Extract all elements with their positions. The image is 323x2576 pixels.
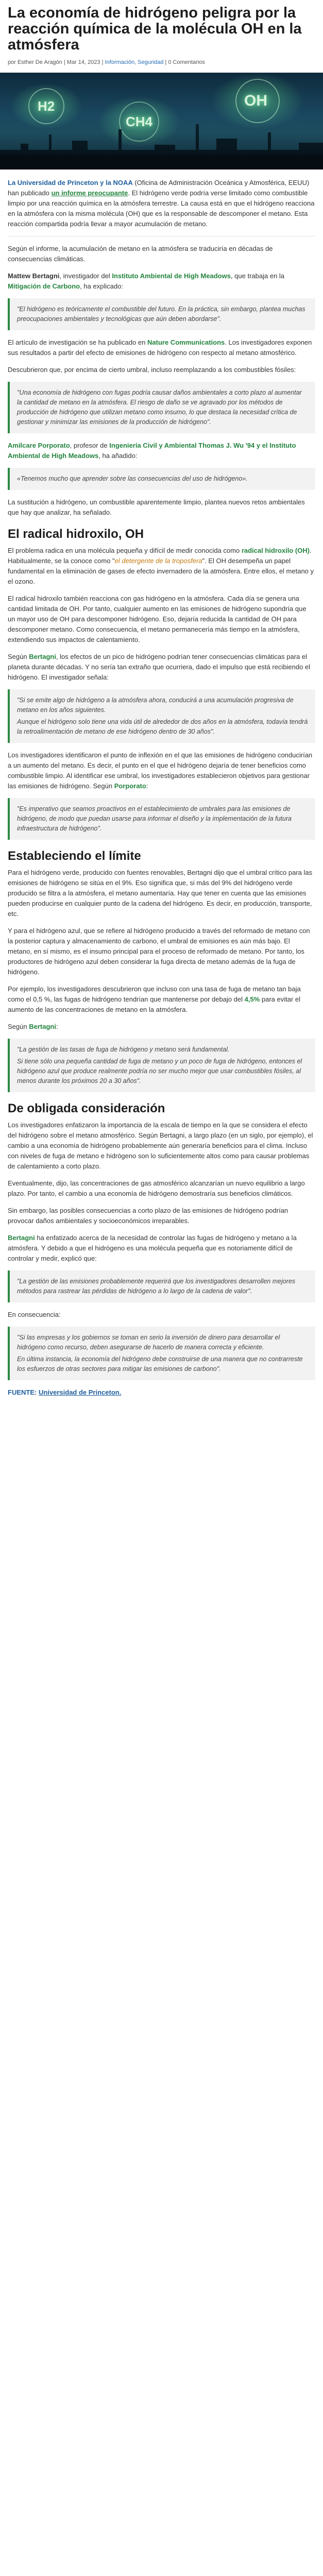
meta-separator: | xyxy=(63,59,67,65)
text-span: ha enfatizado acerca de la necesidad de controlar las fugas de hidrógeno y metano a la atmósfera. Y debido a que el hidrógeno es una molécula pequeña que es notoriamente difícil de controlar y medir, explicó que: xyxy=(8,1234,297,1262)
quote-text: "El hidrógeno es teóricamente el combustible del futuro. En la práctica, sin embargo, plantea muchas preocupaciones ambientales y tecnológicas que aún deben abordarse". xyxy=(17,306,305,323)
ch4-label: CH4 xyxy=(126,114,153,129)
text-span: , investigador del xyxy=(59,272,112,280)
blockquote xyxy=(8,1327,315,1380)
quote-text: Si tiene sólo una pequeña cantidad de fuga de metano y un poco de fuga de hidrógeno, entonces el hidrógeno azul que produce realmente podría no ser mucho mejor que usar combustibles fósiles, al menos durante los próximos 20 a 30 años". xyxy=(17,1058,302,1084)
section-heading: Estableciendo el límite xyxy=(8,849,141,863)
blockquote xyxy=(8,1039,315,1092)
blockquote xyxy=(8,689,315,743)
term-highlight: el detergente de la troposfera xyxy=(114,557,202,565)
paragraph: Los investigadores enfatizaron la importancia de la escala de tiempo en la que se considera el efecto del hidrógeno sobre el metano atmosférico. Según Bertagni, a largo plazo (en un siglo, por ejemplo), el cambio a una economía de hidrógeno probablemente aún generaría beneficios para el clima. Incluso con niveles de fuga de metano e hidrógeno son lo suficientemente altos como para causar problemas de calentamiento a corto plazo. xyxy=(8,1121,313,1170)
text-span: Según xyxy=(8,1023,29,1030)
blockquote xyxy=(8,298,315,330)
journal-link[interactable]: Nature Communications xyxy=(147,338,225,346)
person-highlight: Porporato xyxy=(114,782,146,790)
quote-text: "La gestión de las tasas de fuga de hidrógeno y metano será fundamental. xyxy=(17,1046,230,1053)
section-heading: De obligada consideración xyxy=(8,1101,165,1115)
paragraph: Sin embargo, las posibles consecuencias a corto plazo de las emisiones de hidrógeno podrían provocar daños ambientales y socioeconómicos irreparables. xyxy=(8,1207,288,1225)
meta-separator: | xyxy=(165,59,168,65)
text-span: . Los investigadores exponen sus resultados a partir del efecto de emisiones de hidrógeno con respecto al metano atmosférico. xyxy=(8,338,312,357)
paragraph xyxy=(8,1233,315,1264)
article-header xyxy=(0,0,323,66)
paragraph xyxy=(8,271,315,292)
article-body xyxy=(0,178,323,1415)
text-span: : xyxy=(56,1023,58,1030)
author-line[interactable]: por Esther De Aragón xyxy=(8,59,62,65)
paragraph: Según el informe, la acumulación de metano en la atmósfera se traduciría en décadas de consecuencias climáticas. xyxy=(8,245,273,263)
comments-link[interactable]: 0 Comentarios xyxy=(168,59,205,65)
source-link[interactable]: Universidad de Princeton. xyxy=(38,1388,122,1396)
h2-label: H2 xyxy=(38,98,55,114)
person-highlight: Bertagni xyxy=(29,653,56,660)
paragraph xyxy=(8,1022,315,1032)
text-span: El artículo de investigación se ha publicado en xyxy=(8,338,148,346)
text-span: El problema radica en una molécula pequeña y difícil de medir conocida como xyxy=(8,547,242,554)
section-heading: El radical hidroxilo, OH xyxy=(8,527,144,541)
program-link[interactable]: Mitigación de Carbono xyxy=(8,282,80,290)
blockquote xyxy=(8,1270,315,1302)
quote-text: "Es imperativo que seamos proactivos en el establecimiento de umbrales para las emisiones de hidrógeno, de modo que puedan usarse para informar el diseño y la implementación de la futura infraestructura de hidrógeno". xyxy=(17,805,292,832)
text-span: Por ejemplo, los investigadores descubrieron que incluso con una tasa de fuga de metano tan baja como el 0,5 %, las fugas de hidrógeno tendrían que mantenerse por debajo del xyxy=(8,985,301,1003)
paragraph xyxy=(8,750,315,791)
text-span: Los investigadores identificaron el punto de inflexión en el que las emisiones de hidrógeno conducirían a un aumento del metano. Es decir, el punto en el que el hidrógeno dejaría de tener beneficios como combustible limpio. Al identificar ese umbral, los investigadores establecieron objetivos para gestionar las emisiones de hidrógeno. Según xyxy=(8,751,313,790)
quote-text: "Si las empresas y los gobiernos se toman en serio la inversión de dinero para desarrollar el hidrógeno como recurso, deben asegurarse de hacerlo de manera correcta y eficiente. xyxy=(17,1334,280,1351)
paragraph xyxy=(8,440,315,461)
category-links[interactable]: Información, Seguridad xyxy=(105,59,164,65)
paragraph: Descubrieron que, por encima de cierto umbral, incluso reemplazando a los combustibles fósiles: xyxy=(8,366,296,374)
blockquote xyxy=(8,798,315,840)
source-line xyxy=(8,1387,315,1398)
text-span: ". El OH desempeña un papel fundamental en la eliminación de gases de efecto invernadero de la atmósfera. Entre ellos, el metano y el ozono. xyxy=(8,557,314,585)
oh-label: OH xyxy=(244,92,267,109)
hero-illustration xyxy=(0,73,323,170)
paragraph: Eventualmente, dijo, las concentraciones de gas atmosférico alcanzarían un nuevo equilibrio a largo plazo. Por tanto, el cambio a una economía de hidrógeno demostraría sus beneficios climáticos. xyxy=(8,1179,305,1197)
org-highlight: La Universidad de Princeton y la NOAA xyxy=(8,179,133,187)
text-span: , profesor de xyxy=(70,442,110,449)
paragraph xyxy=(8,337,315,358)
article-meta xyxy=(8,58,315,66)
paragraph xyxy=(8,652,315,683)
paragraph: El radical hidroxilo también reacciona con gas hidrógeno en la atmósfera. Cada día se genera una cantidad limitada de OH. Por tanto, cualquier aumento en las emisiones de hidrógeno supondría que un mayor uso de OH para descomponer hidrógeno. Eso, dejaría reducida la cantidad de OH para descomponer metano. Como consecuencia, el metano permanecería más tiempo en la atmósfera, extendiendo sus impactos de calentamiento. xyxy=(8,595,307,643)
paragraph xyxy=(8,546,315,587)
text-span: , los efectos de un pico de hidrógeno podrían tener consecuencias climáticas para el planeta durante décadas. Y no sería tan extraño que ocurriera, dado el impulso que está recibiendo el hidrógeno. El investigador señala: xyxy=(8,653,311,681)
text-span: (Oficina de Administración Oceánica y Atmosférica, EEUU) han publicado xyxy=(8,179,310,197)
person-highlight: Bertagni xyxy=(8,1234,35,1242)
text-span: . El hidrógeno verde podría verse limitado como combustible limpio por una reacción química en la atmósfera terrestre. La causa está en que el hidrógeno reacciona en la atmósfera con la misma molécula (OH) que es la responsable de descomponer el metano. Esta reacción compartida podría llevar a mayor acumulación de metano. xyxy=(8,189,315,228)
source-label: FUENTE: xyxy=(8,1388,39,1396)
term-highlight: radical hidroxilo (OH) xyxy=(241,547,310,554)
article-title: La economía de hidrógeno peligra por la reacción química de la molécula OH en la atmósfera xyxy=(8,5,302,53)
blockquote xyxy=(8,382,315,433)
text-span: , que trabaja en la xyxy=(230,272,285,280)
figure-highlight: 4,5% xyxy=(244,995,260,1003)
institute-link[interactable]: Instituto Ambiental de High Meadows xyxy=(112,272,231,280)
paragraph xyxy=(8,984,315,1015)
paragraph: Y para el hidrógeno azul, que se refiere al hidrógeno producido a través del reformado de metano con la posterior captura y almacenamiento de carbono, el umbral de emisiones es aún más bajo. El metano, en sí mismo, es el insumo principal para el proceso de reformado de metano. Por tanto, los productores de hidrógeno azul deben considerar la fuga directa de metano además de la fuga de hidrógeno. xyxy=(8,927,310,976)
text-span: para evitar el aumento de las concentraciones de metano en la atmósfera. xyxy=(8,995,301,1013)
quote-text: "Una economía de hidrógeno con fugas podría causar daños ambientales a corto plazo al aumentar la cantidad de metano en la atmósfera. El riesgo de daño se ve agravado por los métodos de producción de hidrógeno que utilizan metano como insumo, lo que destaca la necesidad crítica de gestionar y minimizar las emisiones de la producción de hidrógeno". xyxy=(17,389,302,426)
text-span: . Habitualmente, se la conoce como " xyxy=(8,547,312,565)
paragraph xyxy=(8,178,315,229)
department-link[interactable]: Ingeniería Civil y Ambiental Thomas J. Wu '94 y el Instituto Ambiental de High Meadows xyxy=(8,442,296,460)
paragraph: La sustitución a hidrógeno, un combustible aparentemente limpio, plantea nuevos retos ambientales que hay que analizar, ha señalado. xyxy=(8,498,305,516)
paragraph: Para el hidrógeno verde, producido con fuentes renovables, Bertagni dijo que el umbral crítico para las emisiones de hidrógeno se sitúa en el 9%. Eso significa que, si más del 9% del hidrógeno verde producido se filtra a la atmósfera, el metano aumentaría. Hay que tener en cuenta que las emisiones pueden producirse en cualquier punto de la cadena del hidrógeno. Es decir, en producción, transporte, etc. xyxy=(8,869,313,918)
publish-date: Mar 14, 2023 xyxy=(66,59,100,65)
person-link[interactable]: Amilcare Porporato xyxy=(8,442,70,449)
quote-text: "Si se emite algo de hidrógeno a la atmósfera ahora, conducirá a una acumulación progresiva de metano en los años siguientes. xyxy=(17,697,294,714)
paragraph: En consecuencia: xyxy=(8,1311,61,1318)
meta-separator: | xyxy=(101,59,105,65)
report-link[interactable]: un informe preocupante xyxy=(51,189,128,197)
person-name: Mattew Bertagni xyxy=(8,272,60,280)
quote-text: «Tenemos mucho que aprender sobre las consecuencias del uso de hidrógeno». xyxy=(17,475,248,482)
blockquote xyxy=(8,468,315,490)
text-span: , ha añadido: xyxy=(98,452,138,460)
quote-text: Aunque el hidrógeno solo tiene una vida útil de alrededor de dos años en la atmósfera, todavía tendrá la retroalimentación de metano de ese hidrógeno dentro de 30 años". xyxy=(17,718,308,735)
quote-text: "La gestión de las emisiones probablemente requerirá que los investigadores desarrollen mejores métodos para rastrear las pérdidas de hidrógeno a lo largo de la cadena de valor". xyxy=(17,1278,296,1295)
text-span: : xyxy=(146,782,148,790)
text-span: Según xyxy=(8,653,29,660)
quote-text: En última instancia, la economía del hidrógeno debe construirse de una manera que no contrarreste los esfuerzos de otras sectores para mitigar las emisiones de carbono". xyxy=(17,1355,303,1372)
hero-image xyxy=(0,73,323,170)
text-span: , ha explicado: xyxy=(80,282,123,290)
person-highlight: Bertagni xyxy=(29,1023,56,1030)
